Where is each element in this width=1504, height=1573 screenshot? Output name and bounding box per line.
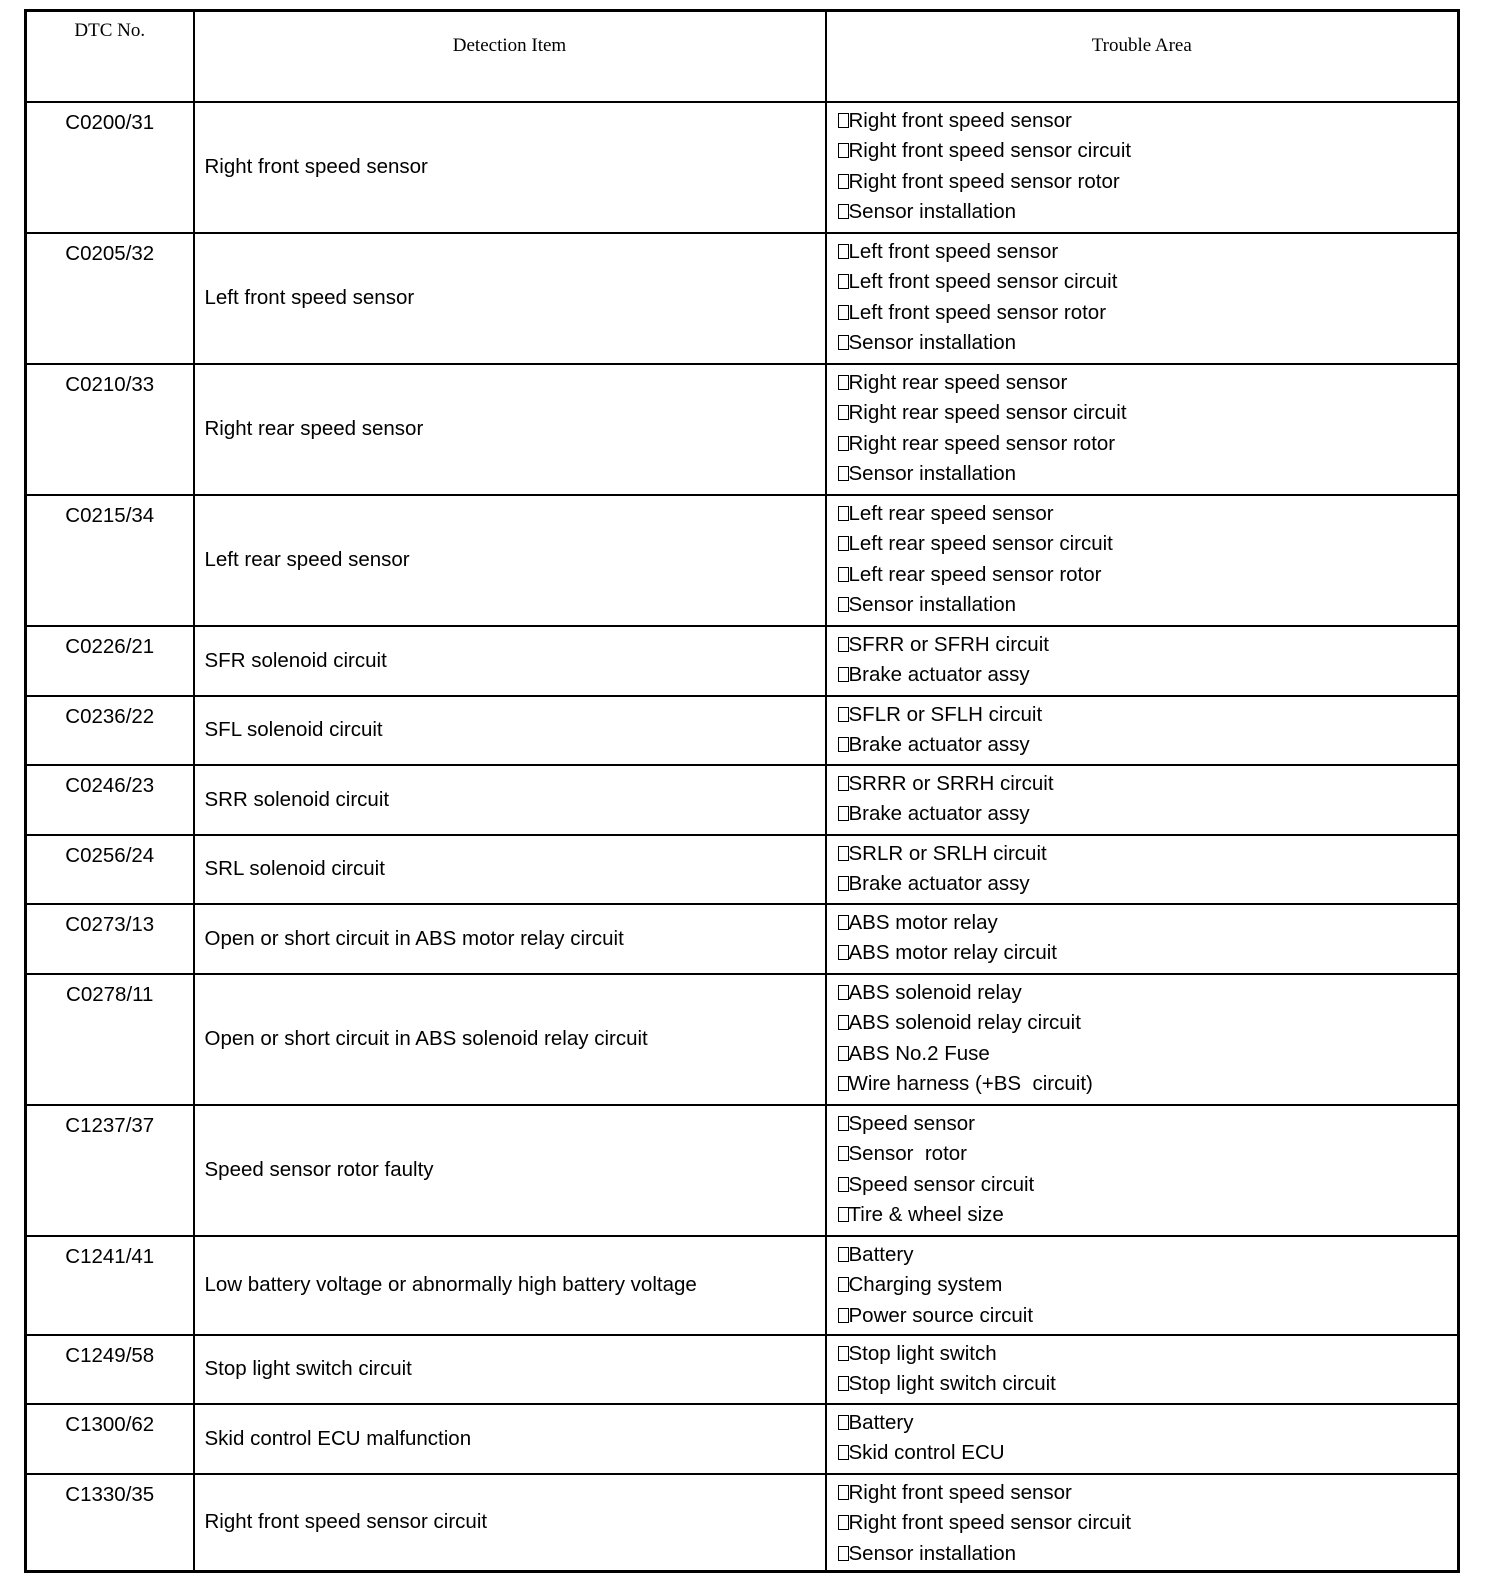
trouble-area-text: Sensor installation [848, 592, 1017, 616]
detection-item: SRL solenoid circuit [194, 835, 826, 904]
table-row [26, 1474, 1459, 1571]
trouble-area-text: Speed sensor [848, 1112, 976, 1135]
trouble-area-item [838, 1270, 1458, 1300]
trouble-area-cell [826, 765, 1459, 835]
trouble-area-item [838, 660, 1458, 690]
trouble-area-cell [826, 233, 1459, 364]
checkbox-square-icon [838, 1116, 849, 1131]
checkbox-square-icon [838, 1076, 849, 1091]
dtc-code: C0210/33 [26, 364, 194, 495]
checkbox-square-icon [838, 274, 849, 289]
trouble-area-cell [826, 1236, 1459, 1335]
trouble-area-text: Right front speed sensor circuit [848, 1511, 1132, 1535]
trouble-area-text: Sensor installation [848, 461, 1017, 485]
dtc-code: C0215/34 [26, 495, 194, 626]
trouble-area-item [838, 700, 1458, 730]
trouble-area-item [838, 368, 1458, 398]
checkbox-square-icon [838, 335, 849, 350]
trouble-area-text: Battery [848, 1411, 914, 1434]
trouble-area-item [838, 560, 1458, 590]
detection-item: Speed sensor rotor faulty [194, 1105, 826, 1236]
trouble-area-text: Right front speed sensor rotor [848, 169, 1120, 193]
trouble-area-item [838, 1339, 1458, 1369]
checkbox-square-icon [838, 113, 849, 128]
trouble-area-item [838, 908, 1458, 938]
trouble-area-text: Sensor rotor [848, 1142, 967, 1166]
trouble-area-text: Brake actuator assy [848, 733, 1030, 757]
checkbox-square-icon [838, 1207, 849, 1222]
trouble-area-cell [826, 102, 1459, 233]
trouble-area-text: SFLR or SFLH circuit [848, 703, 1043, 726]
dtc-code: C1237/37 [26, 1105, 194, 1236]
checkbox-square-icon [838, 1277, 849, 1292]
checkbox-square-icon [838, 1046, 849, 1061]
trouble-area-item [838, 459, 1458, 489]
trouble-area-item [838, 237, 1458, 267]
trouble-area-text: Left front speed sensor circuit [848, 270, 1118, 294]
trouble-area-cell [826, 1474, 1459, 1571]
trouble-area-item [838, 839, 1458, 869]
trouble-area-text: ABS solenoid relay [848, 981, 1022, 1004]
checkbox-square-icon [838, 1247, 849, 1262]
trouble-area-item [838, 398, 1458, 428]
trouble-area-text: Right rear speed sensor rotor [848, 431, 1116, 455]
detection-item: SFL solenoid circuit [194, 696, 826, 765]
checkbox-square-icon [838, 1445, 849, 1460]
trouble-area-item [838, 1240, 1458, 1270]
checkbox-square-icon [838, 1546, 849, 1561]
detection-item: Left rear speed sensor [194, 495, 826, 626]
checkbox-square-icon [838, 375, 849, 390]
trouble-area-item [838, 298, 1458, 328]
trouble-area-text: Left rear speed sensor [848, 502, 1054, 525]
detection-item: Right rear speed sensor [194, 364, 826, 495]
checkbox-square-icon [838, 985, 849, 1000]
dtc-code: C1249/58 [26, 1335, 194, 1404]
trouble-area-text: SRLR or SRLH circuit [848, 842, 1047, 865]
trouble-area-text: Brake actuator assy [848, 663, 1030, 687]
trouble-area-text: Sensor installation [848, 199, 1017, 223]
trouble-area-text: Skid control ECU [848, 1441, 1005, 1465]
trouble-area-item [838, 267, 1458, 297]
trouble-area-text: ABS No.2 Fuse [848, 1041, 990, 1065]
trouble-area-item [838, 1109, 1458, 1139]
table-row [26, 696, 1459, 765]
trouble-area-text: Sensor installation [848, 330, 1017, 354]
trouble-area-cell [826, 495, 1459, 626]
checkbox-square-icon [838, 143, 849, 158]
trouble-area-cell [826, 626, 1459, 696]
detection-item: Skid control ECU malfunction [194, 1404, 826, 1474]
trouble-area-item [838, 136, 1458, 166]
trouble-area-item [838, 328, 1458, 358]
checkbox-square-icon [838, 597, 849, 612]
trouble-area-text: ABS motor relay [848, 911, 998, 934]
checkbox-square-icon [838, 1146, 849, 1161]
checkbox-square-icon [838, 1515, 849, 1530]
header-dtc-no: DTC No. [26, 11, 194, 103]
checkbox-square-icon [838, 244, 849, 259]
table-row [26, 233, 1459, 364]
trouble-area-cell [826, 904, 1459, 974]
table-row [26, 835, 1459, 904]
trouble-area-text: Left rear speed sensor circuit [848, 532, 1113, 556]
trouble-area-cell [826, 1335, 1459, 1404]
dtc-code: C0205/32 [26, 233, 194, 364]
trouble-area-text: Left rear speed sensor rotor [848, 562, 1102, 586]
trouble-area-item [838, 1069, 1458, 1099]
trouble-area-text: SRRR or SRRH circuit [848, 772, 1054, 795]
checkbox-square-icon [838, 1415, 849, 1430]
checkbox-square-icon [838, 637, 849, 652]
trouble-area-item [838, 590, 1458, 620]
trouble-area-text: Right front speed sensor [848, 1481, 1072, 1504]
trouble-area-text: Left front speed sensor [848, 240, 1059, 263]
trouble-area-item [838, 769, 1458, 799]
trouble-area-item [838, 978, 1458, 1008]
checkbox-square-icon [838, 776, 849, 791]
trouble-area-cell [826, 835, 1459, 904]
trouble-area-text: Wire harness (+BS circuit) [848, 1071, 1093, 1095]
trouble-area-item [838, 499, 1458, 529]
trouble-area-item [838, 1200, 1458, 1230]
checkbox-square-icon [838, 1346, 849, 1361]
table-row [26, 364, 1459, 495]
trouble-area-text: ABS motor relay circuit [848, 941, 1057, 965]
checkbox-square-icon [838, 806, 849, 821]
trouble-area-cell [826, 364, 1459, 495]
trouble-area-item [838, 529, 1458, 559]
trouble-area-text: Stop light switch [848, 1342, 997, 1365]
checkbox-square-icon [838, 1177, 849, 1192]
trouble-area-item [838, 1508, 1458, 1538]
checkbox-square-icon [838, 1308, 849, 1323]
checkbox-square-icon [838, 846, 849, 861]
table-row [26, 495, 1459, 626]
dtc-code: C1330/35 [26, 1474, 194, 1571]
trouble-area-item [838, 1539, 1458, 1569]
trouble-area-text: Left front speed sensor rotor [848, 300, 1107, 324]
trouble-area-item [838, 1369, 1458, 1399]
trouble-area-text: Tire & wheel size [848, 1202, 1004, 1226]
checkbox-square-icon [838, 536, 849, 551]
dtc-table [24, 9, 1460, 1573]
trouble-area-text: Brake actuator assy [848, 802, 1030, 826]
trouble-area-item [838, 630, 1458, 660]
checkbox-square-icon [838, 305, 849, 320]
detection-item: Right front speed sensor circuit [194, 1474, 826, 1571]
trouble-area-item [838, 1008, 1458, 1038]
checkbox-square-icon [838, 1485, 849, 1500]
dtc-code: C0226/21 [26, 626, 194, 696]
detection-item: Low battery voltage or abnormally high battery voltage [194, 1236, 826, 1335]
trouble-area-text: Right rear speed sensor [848, 371, 1068, 394]
trouble-area-item [838, 197, 1458, 227]
trouble-area-text: Stop light switch circuit [848, 1372, 1056, 1396]
trouble-area-text: Charging system [848, 1273, 1003, 1297]
checkbox-square-icon [838, 707, 849, 722]
trouble-area-item [838, 869, 1458, 899]
checkbox-square-icon [838, 1015, 849, 1030]
checkbox-square-icon [838, 1376, 849, 1391]
table-row [26, 1236, 1459, 1335]
detection-item: SFR solenoid circuit [194, 626, 826, 696]
dtc-code: C0200/31 [26, 102, 194, 233]
trouble-area-item [838, 429, 1458, 459]
dtc-code: C1300/62 [26, 1404, 194, 1474]
trouble-area-cell [826, 974, 1459, 1105]
checkbox-square-icon [838, 945, 849, 960]
checkbox-square-icon [838, 405, 849, 420]
trouble-area-item [838, 1039, 1458, 1069]
trouble-area-item [838, 799, 1458, 829]
detection-item: Open or short circuit in ABS solenoid relay circuit [194, 974, 826, 1105]
dtc-code: C0236/22 [26, 696, 194, 765]
trouble-area-text: Power source circuit [848, 1303, 1034, 1327]
trouble-area-item [838, 1170, 1458, 1200]
trouble-area-text: Sensor installation [848, 1541, 1017, 1565]
checkbox-square-icon [838, 466, 849, 481]
header-row [26, 11, 1459, 103]
trouble-area-text: Battery [848, 1243, 914, 1266]
checkbox-square-icon [838, 506, 849, 521]
trouble-area-item [838, 730, 1458, 760]
table-row [26, 1105, 1459, 1236]
trouble-area-text: Right rear speed sensor circuit [848, 401, 1127, 425]
detection-item: Open or short circuit in ABS motor relay circuit [194, 904, 826, 974]
checkbox-square-icon [838, 876, 849, 891]
table-row [26, 102, 1459, 233]
trouble-area-text: ABS solenoid relay circuit [848, 1011, 1081, 1035]
dtc-code: C0246/23 [26, 765, 194, 835]
trouble-area-item [838, 1301, 1458, 1331]
table-row [26, 974, 1459, 1105]
trouble-area-item [838, 167, 1458, 197]
dtc-code: C0278/11 [26, 974, 194, 1105]
checkbox-square-icon [838, 436, 849, 451]
checkbox-square-icon [838, 204, 849, 219]
detection-item: Left front speed sensor [194, 233, 826, 364]
trouble-area-item [838, 1408, 1458, 1438]
trouble-area-item [838, 106, 1458, 136]
trouble-area-item [838, 1478, 1458, 1508]
table-row [26, 1404, 1459, 1474]
trouble-area-item [838, 1438, 1458, 1468]
trouble-area-cell [826, 1105, 1459, 1236]
trouble-area-text: Speed sensor circuit [848, 1172, 1035, 1196]
table-row [26, 904, 1459, 974]
trouble-area-text: Right front speed sensor [848, 109, 1072, 132]
detection-item: SRR solenoid circuit [194, 765, 826, 835]
dtc-code: C0273/13 [26, 904, 194, 974]
dtc-code: C1241/41 [26, 1236, 194, 1335]
trouble-area-cell [826, 1404, 1459, 1474]
detection-item: Right front speed sensor [194, 102, 826, 233]
table-row [26, 1335, 1459, 1404]
header-trouble-area: Trouble Area [826, 11, 1459, 103]
checkbox-square-icon [838, 915, 849, 930]
trouble-area-text: Right front speed sensor circuit [848, 139, 1132, 163]
checkbox-square-icon [838, 567, 849, 582]
header-detection-item: Detection Item [194, 11, 826, 103]
trouble-area-text: SFRR or SFRH circuit [848, 633, 1049, 656]
detection-item: Stop light switch circuit [194, 1335, 826, 1404]
trouble-area-text: Brake actuator assy [848, 872, 1030, 896]
table-row [26, 765, 1459, 835]
checkbox-square-icon [838, 737, 849, 752]
trouble-area-item [838, 1139, 1458, 1169]
checkbox-square-icon [838, 667, 849, 682]
trouble-area-cell [826, 696, 1459, 765]
dtc-code: C0256/24 [26, 835, 194, 904]
trouble-area-item [838, 938, 1458, 968]
table-row [26, 626, 1459, 696]
checkbox-square-icon [838, 174, 849, 189]
table-body [26, 102, 1459, 1571]
